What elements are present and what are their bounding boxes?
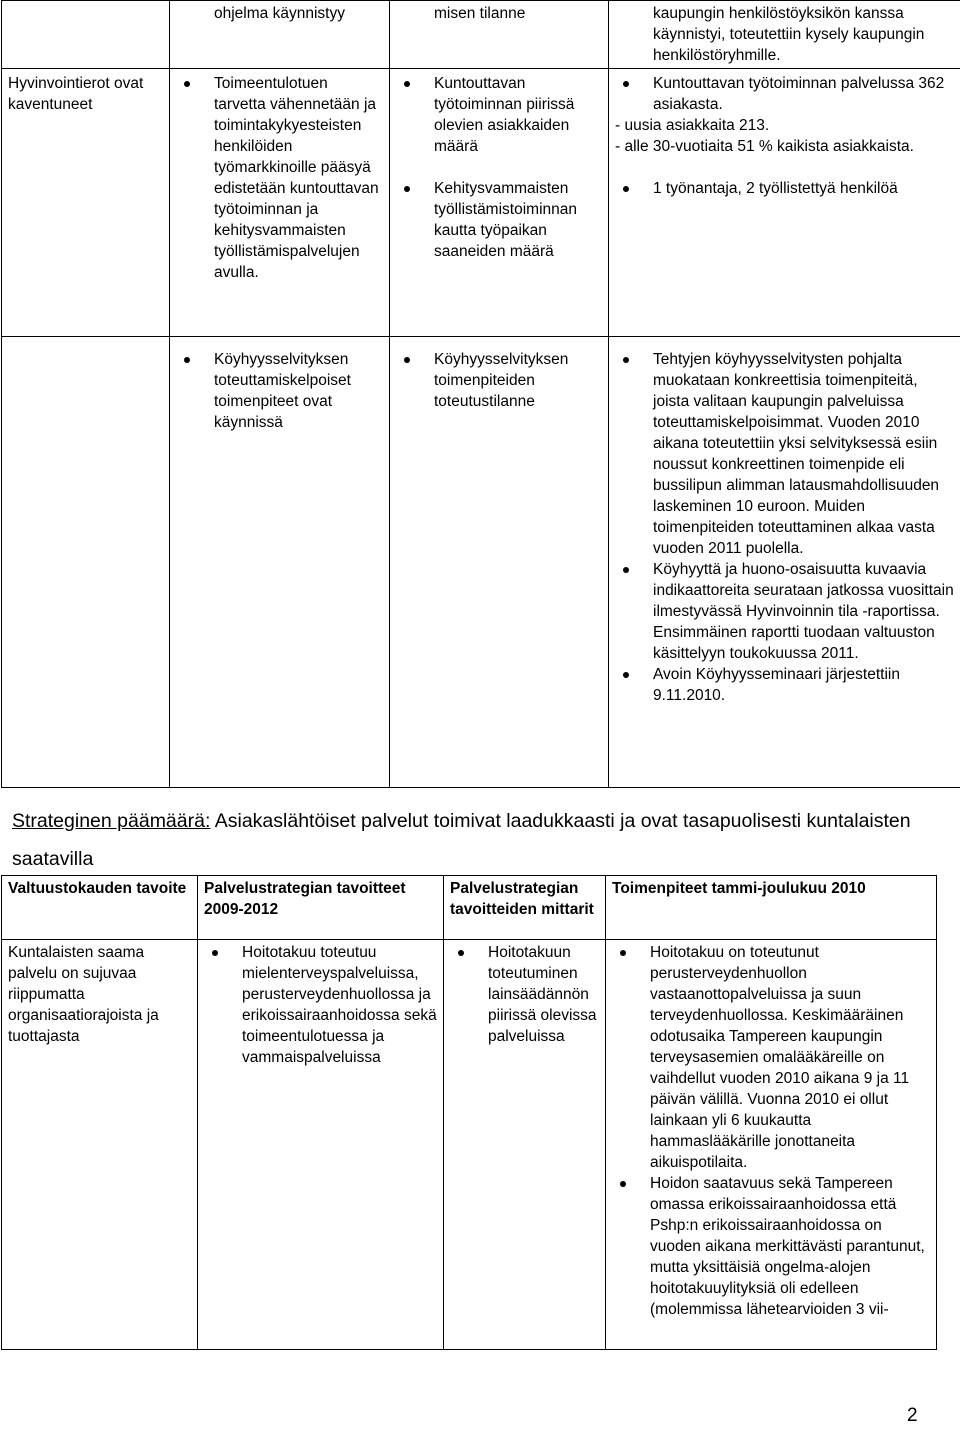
table-cell	[390, 69, 609, 337]
table-cell	[2, 1, 170, 69]
list-item: Avoin Köyhyysseminaari järjestettiin 9.11.2010.	[615, 664, 954, 706]
list-item: Hoitotakuu on toteutunut perusterveydenhuollon vastaanottopalveluissa ja suun terveydenhuollossa. Keskimääräinen odotusaika Tampereen kaupungin terveysasemien omalääkäreille on vaihdellut vuoden 2010 aikana 9 ja 11 päivän välillä. Vuonna 2010 ei ollut lainkaan yli 6 kuukautta hammaslääkärille jonottaneita aikuispotilaita.	[612, 942, 930, 1173]
table-row	[2, 69, 960, 337]
table-cell-goal: Kuntalaisten saama palvelu on sujuvaa riippumatta organisaatiorajoista ja tuottajasta	[2, 940, 198, 1350]
list-item: Köyhyysselvityksen toimenpiteiden toteutustilanne	[396, 349, 602, 412]
strategic-goal-text: Asiakaslähtöiset palvelut toimivat laadukkaasti ja ovat tasapuolisesti kuntalaisten saatavilla	[12, 810, 911, 870]
column-header: Palvelustrategian tavoitteiden mittarit	[444, 876, 606, 940]
table-cell	[606, 940, 937, 1350]
table-cell: Kuntouttavan työtoiminnan palvelussa 362 asiakasta. - uusia asiakkaita 213. - alle 30-vuotiaita 51 % kaikista asiakkaista. 1 työnantaja, 2 työllistettyä henkilöä	[609, 69, 960, 337]
list-item: Hoidon saatavuus sekä Tampereen omassa erikoissairaanhoidossa että Pshp:n erikoissairaanhoidossa on vuoden aikana merkittävästi parantunut, mutta yksittäisiä ongelma-alojen hoitotakuuylityksiä oli edelleen (molemmissa lähetearvioiden 3 vii-	[612, 1173, 930, 1320]
table-cell-goal: Hyvinvointierot ovat kaventuneet	[2, 69, 170, 337]
table-cell	[609, 337, 960, 788]
strategic-goal-label: Strateginen päämäärä:	[12, 810, 211, 832]
strategic-goal-heading	[12, 802, 912, 878]
table-cell	[390, 337, 609, 788]
column-header: Palvelustrategian tavoitteet 2009-2012	[198, 876, 444, 940]
table-cell: ohjelma käynnistyy	[170, 1, 390, 69]
list-item: Kuntouttavan työtoiminnan piirissä olevien asiakkaiden määrä	[396, 73, 602, 157]
list-item: Hoitotakuu toteutuu mielenterveyspalveluissa, perusterveydenhuollossa ja erikoissairaanhoidossa sekä toimeentulotuessa ja vammaispalveluissa	[204, 942, 437, 1068]
column-header: Toimenpiteet tammi-joulukuu 2010	[606, 876, 937, 940]
list-item: Toimeentulotuen tarvetta vähennetään ja toimintakykyesteisten henkilöiden työmarkkinoille pääsyä edistetään kuntouttavan työtoiminnan ja kehitysvammaisten työllistämispalvelujen avulla.	[176, 73, 383, 283]
page-number: 2	[907, 1405, 918, 1426]
table-row	[2, 940, 937, 1350]
list-item: Hoitotakuun toteutuminen lainsäädännön piirissä olevissa palveluissa	[450, 942, 599, 1047]
list-item: Kehitysvammaisten työllistämistoiminnan kautta työpaikan saaneiden määrä	[396, 178, 602, 262]
table-cell: kaupungin henkilöstöyksikön kanssa käynnistyi, toteutettiin kysely kaupungin henkilöstöryhmille.	[609, 1, 960, 69]
table-row	[2, 337, 960, 788]
table-header-row	[2, 876, 937, 940]
table-cell: misen tilanne	[390, 1, 609, 69]
list-item: 1 työnantaja, 2 työllistettyä henkilöä	[615, 178, 954, 199]
table-cell	[198, 940, 444, 1350]
table-cell	[2, 337, 170, 788]
column-header: Valtuustokauden tavoite	[2, 876, 198, 940]
list-item: Köyhyysselvityksen toteuttamiskelpoiset toimenpiteet ovat käynnissä	[176, 349, 383, 433]
table-cell	[170, 337, 390, 788]
list-item: Tehtyjen köyhyysselvitysten pohjalta muokataan konkreettisia toimenpiteitä, joista valitaan kaupungin palveluissa toteuttamiskelpoisimmat. Vuoden 2010 aikana toteutettiin yksi selvityksessä esiin noussut konkreettinen toimenpide eli bussilipun alimman latausmahdollisuuden laskeminen 10 euroon. Muiden toimenpiteiden toteuttaminen alkaa vasta vuoden 2011 puolella.	[615, 349, 954, 559]
results-table-2	[1, 875, 937, 1350]
list-item: Kuntouttavan työtoiminnan palvelussa 362 asiakasta. - uusia asiakkaita 213.	[615, 73, 954, 136]
table-cell	[444, 940, 606, 1350]
results-table-1	[1, 0, 960, 788]
table-cell	[170, 69, 390, 337]
table-row	[2, 1, 960, 69]
list-item: Köyhyyttä ja huono-osaisuutta kuvaavia indikaattoreita seurataan jatkossa vuosittain ilmestyvässä Hyvinvoinnin tila -raportissa. Ensimmäinen raportti tuodaan valtuuston käsittelyyn toukokuussa 2011.	[615, 559, 954, 664]
